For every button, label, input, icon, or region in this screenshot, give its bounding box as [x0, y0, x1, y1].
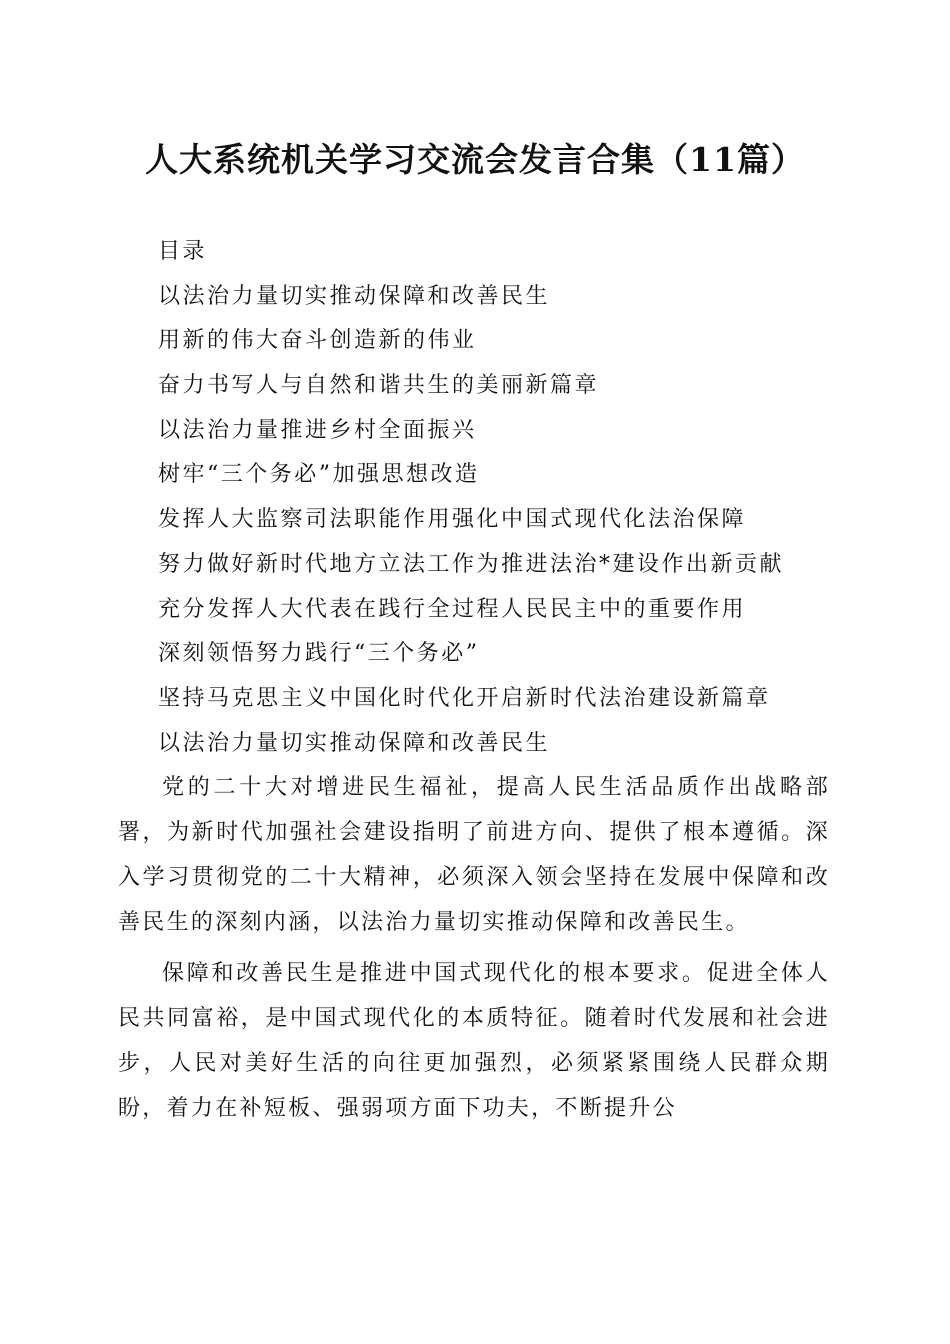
toc-item: 以法治力量切实推动保障和改善民生	[158, 283, 551, 309]
body-paragraph: 党的二十大对增进民生福祉，提高人民生活品质作出战略部署，为新时代加强社会建设指明了前进方向、提供了根本遵循。深入学习贯彻党的二十大精神，必须深入领会坚持在发展中保障和改善民生的深刻内涵，以法治力量切实推动保障和改善民生。	[118, 775, 830, 935]
toc-item: 用新的伟大奋斗创造新的伟业	[158, 328, 477, 354]
body-paragraph: 保障和改善民生是推进中国式现代化的根本要求。促进全体人民共同富裕，是中国式现代化的本质特征。随着时代发展和社会进步，人民对美好生活的向往更加强烈，必须紧紧围绕人民群众期盼，着力在补短板、强弱项方面下功夫，不断提升公	[118, 961, 830, 1121]
toc-item: 坚持马克思主义中国化时代化开启新时代法治建设新篇章	[158, 685, 771, 711]
toc-item: 发挥人大监察司法职能作用强化中国式现代化法治保障	[158, 507, 747, 533]
document-title: 人大系统机关学习交流会发言合集（11篇）	[145, 140, 805, 179]
toc-item: 树牢“三个务必”加强思想改造	[158, 462, 480, 488]
toc-item: 奋力书写人与自然和谐共生的美丽新篇章	[158, 373, 600, 399]
toc-item: 努力做好新时代地方立法工作为推进法治*建设作出新贡献	[158, 551, 785, 577]
toc-item: 以法治力量推进乡村全面振兴	[158, 417, 477, 443]
table-of-contents	[158, 230, 858, 766]
toc-item: 深刻领悟努力践行“三个务必”	[158, 641, 480, 667]
section-title: 以法治力量切实推动保障和改善民生	[158, 730, 551, 756]
body-text	[118, 765, 830, 1137]
toc-item: 充分发挥人大代表在践行全过程人民民主中的重要作用	[158, 596, 747, 622]
toc-heading: 目录	[158, 239, 208, 264]
